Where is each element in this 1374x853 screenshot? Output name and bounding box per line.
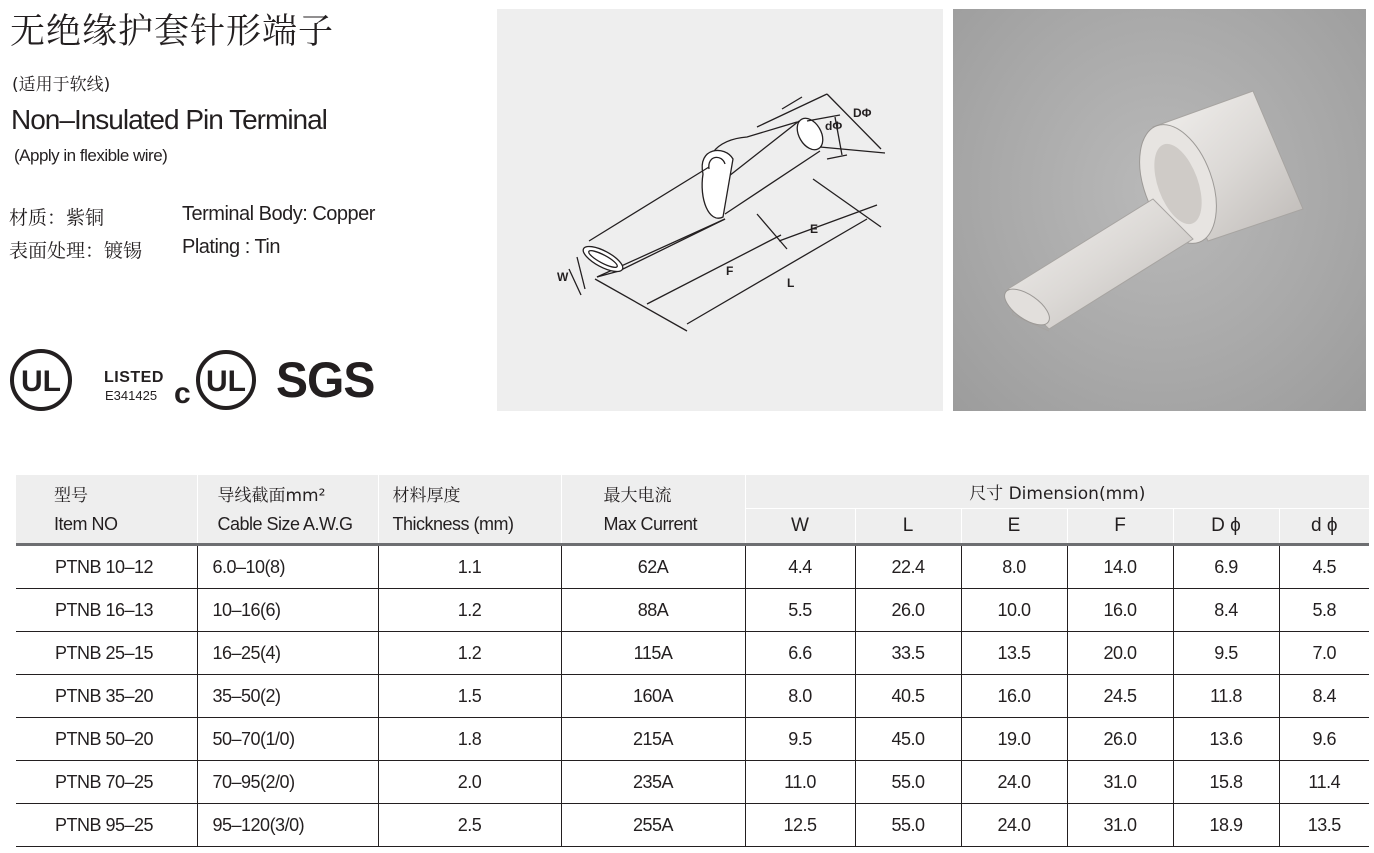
cell-thickness: 2.0	[378, 761, 561, 804]
subtitle-en: (Apply in flexible wire)	[14, 146, 168, 165]
cell-f: 24.5	[1067, 675, 1173, 718]
cell-item: PTNB 16–13	[16, 589, 197, 632]
spec-table	[16, 475, 1369, 847]
cell-l: 33.5	[855, 632, 961, 675]
cell-item: PTNB 35–20	[16, 675, 197, 718]
cell-d: 7.0	[1279, 632, 1369, 675]
cell-thickness: 1.5	[378, 675, 561, 718]
cell-thickness: 1.8	[378, 718, 561, 761]
listed-text: LISTED	[104, 369, 164, 386]
table-row	[16, 589, 1369, 632]
material-label-cn: 材质：紫铜	[9, 207, 105, 229]
cell-f: 31.0	[1067, 761, 1173, 804]
cell-e: 8.0	[961, 545, 1067, 589]
table-row	[16, 804, 1369, 847]
material-label-en: Terminal Body: Copper	[182, 203, 375, 225]
cell-f: 20.0	[1067, 632, 1173, 675]
label-d-outer: DΦ	[853, 106, 872, 120]
cell-d: 9.5	[1173, 632, 1279, 675]
cell-e: 16.0	[961, 675, 1067, 718]
col-header-d-outer: D ϕ	[1173, 509, 1279, 545]
cell-thickness: 2.5	[378, 804, 561, 847]
cell-d: 13.6	[1173, 718, 1279, 761]
cell-cable: 70–95(2/0)	[197, 761, 378, 804]
label-w: W	[557, 270, 569, 284]
technical-drawing	[497, 9, 943, 411]
cell-w: 9.5	[745, 718, 855, 761]
table-row	[16, 632, 1369, 675]
cell-cable: 50–70(1/0)	[197, 718, 378, 761]
cell-current: 62A	[561, 545, 745, 589]
subtitle-cn: (适用于软线)	[12, 75, 111, 95]
cell-l: 55.0	[855, 761, 961, 804]
cell-e: 24.0	[961, 761, 1067, 804]
cell-d: 5.8	[1279, 589, 1369, 632]
col-header-current: 最大电流 Max Current	[561, 475, 745, 545]
cell-e: 10.0	[961, 589, 1067, 632]
cell-w: 11.0	[745, 761, 855, 804]
col-header-f: F	[1067, 509, 1173, 545]
cell-f: 14.0	[1067, 545, 1173, 589]
cell-d: 8.4	[1173, 589, 1279, 632]
col-header-l: L	[855, 509, 961, 545]
col-header-cable: 导线截面mm² Cable Size A.W.G	[197, 475, 378, 545]
cell-d: 11.8	[1173, 675, 1279, 718]
ul-logo	[9, 348, 73, 412]
table-row	[16, 718, 1369, 761]
cell-cable: 16–25(4)	[197, 632, 378, 675]
cell-e: 13.5	[961, 632, 1067, 675]
cell-current: 160A	[561, 675, 745, 718]
cell-thickness: 1.2	[378, 589, 561, 632]
cell-d: 6.9	[1173, 545, 1279, 589]
svg-text:UL: UL	[206, 365, 246, 398]
label-l: L	[787, 276, 795, 290]
cell-current: 88A	[561, 589, 745, 632]
cell-item: PTNB 10–12	[16, 545, 197, 589]
table-row	[16, 761, 1369, 804]
cell-w: 12.5	[745, 804, 855, 847]
cell-w: 4.4	[745, 545, 855, 589]
cell-d: 9.6	[1279, 718, 1369, 761]
table-row	[16, 675, 1369, 718]
cell-d: 8.4	[1279, 675, 1369, 718]
label-e: E	[810, 222, 819, 236]
cell-thickness: 1.2	[378, 632, 561, 675]
cell-current: 215A	[561, 718, 745, 761]
cell-l: 55.0	[855, 804, 961, 847]
cell-cable: 6.0–10(8)	[197, 545, 378, 589]
cell-cable: 10–16(6)	[197, 589, 378, 632]
cell-d: 15.8	[1173, 761, 1279, 804]
col-header-w: W	[745, 509, 855, 545]
cell-e: 19.0	[961, 718, 1067, 761]
ul-listed-logo	[104, 365, 256, 412]
cell-d: 18.9	[1173, 804, 1279, 847]
col-header-dimension: 尺寸 Dimension(mm)	[745, 475, 1369, 509]
cell-current: 255A	[561, 804, 745, 847]
cell-w: 6.6	[745, 632, 855, 675]
col-header-d-inner: d ϕ	[1279, 509, 1369, 545]
cell-f: 31.0	[1067, 804, 1173, 847]
cell-l: 26.0	[855, 589, 961, 632]
cell-w: 5.5	[745, 589, 855, 632]
svg-text:c: c	[174, 377, 191, 410]
label-f: F	[726, 264, 734, 278]
cell-thickness: 1.1	[378, 545, 561, 589]
cell-l: 22.4	[855, 545, 961, 589]
cell-current: 115A	[561, 632, 745, 675]
svg-text:UL: UL	[21, 365, 61, 398]
cell-l: 45.0	[855, 718, 961, 761]
cell-item: PTNB 25–15	[16, 632, 197, 675]
cell-f: 26.0	[1067, 718, 1173, 761]
cell-d: 13.5	[1279, 804, 1369, 847]
sgs-logo: SGS	[276, 352, 375, 409]
cell-current: 235A	[561, 761, 745, 804]
cell-e: 24.0	[961, 804, 1067, 847]
cell-item: PTNB 95–25	[16, 804, 197, 847]
table-row	[16, 545, 1369, 589]
page-title-cn: 无绝缘护套针形端子	[10, 12, 335, 52]
cell-item: PTNB 50–20	[16, 718, 197, 761]
product-photo	[953, 9, 1366, 411]
cell-d: 4.5	[1279, 545, 1369, 589]
col-header-thickness: 材料厚度 Thickness (mm)	[378, 475, 561, 545]
plating-label-en: Plating : Tin	[182, 236, 281, 258]
cell-cable: 35–50(2)	[197, 675, 378, 718]
label-d-inner: dΦ	[825, 119, 843, 133]
cell-d: 11.4	[1279, 761, 1369, 804]
cell-item: PTNB 70–25	[16, 761, 197, 804]
cell-f: 16.0	[1067, 589, 1173, 632]
cell-cable: 95–120(3/0)	[197, 804, 378, 847]
page-title-en: Non–Insulated Pin Terminal	[11, 104, 327, 135]
listed-number: E341425	[105, 388, 158, 403]
cell-l: 40.5	[855, 675, 961, 718]
cell-w: 8.0	[745, 675, 855, 718]
col-header-item: 型号 Item NO	[16, 475, 197, 545]
col-header-e: E	[961, 509, 1067, 545]
plating-label-cn: 表面处理：镀锡	[9, 240, 143, 262]
